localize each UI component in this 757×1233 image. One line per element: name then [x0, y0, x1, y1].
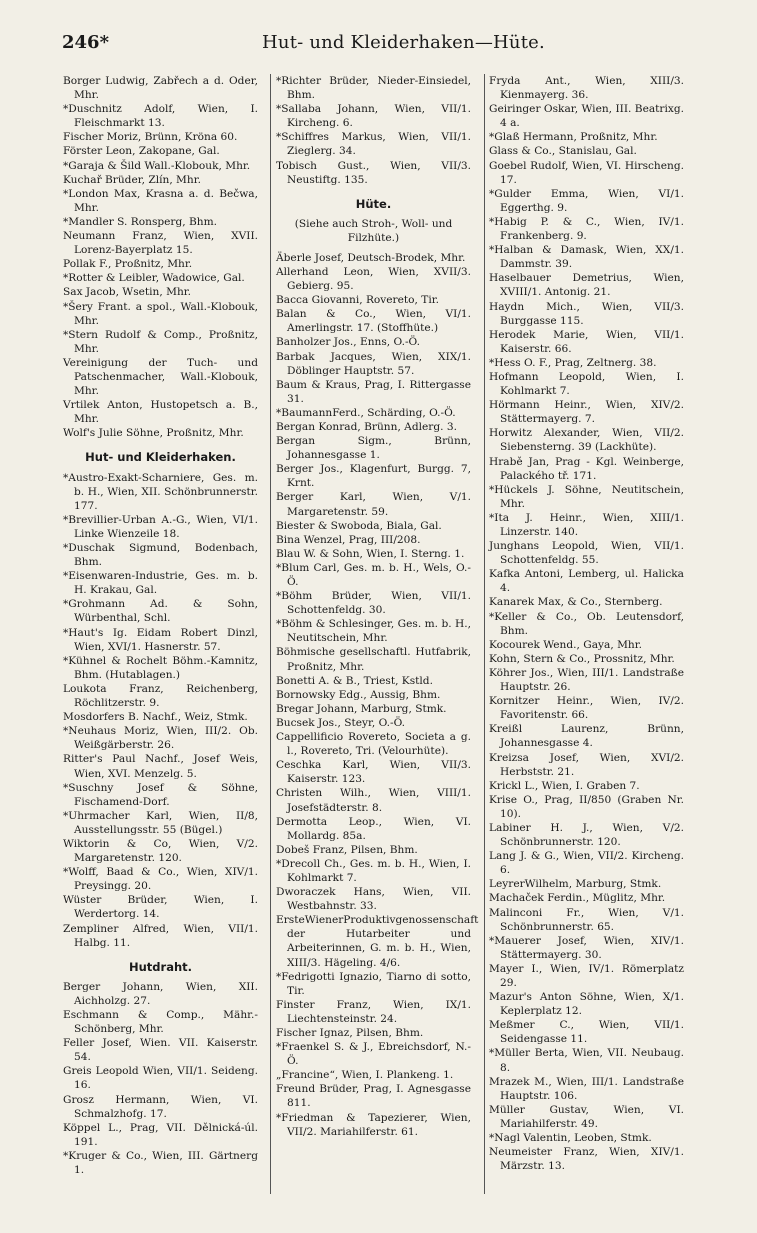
directory-entry: Fischer Moriz, Brünn, Kröna 60.: [63, 131, 238, 144]
directory-entry: *Drecoll Ch., Ges. m. b. H., Wien, I. Kohlmarkt 7.: [276, 857, 471, 884]
directory-entry: *Haut's Ig. Eidam Robert Dinzl, Wien, XVI/1. Hasnerstr. 57.: [63, 626, 258, 653]
directory-entry: Glass & Co., Stanislau, Gal.: [489, 145, 637, 158]
directory-entry: *Fraenkel S. & J., Ebreichsdorf, N.-Ö.: [276, 1041, 471, 1068]
directory-entry: *Stern Rudolf & Comp., Proßnitz, Mhr.: [63, 328, 258, 355]
directory-entry: Horwitz Alexander, Wien, VII/2. Siebensterng. 39 (Lackhüte).: [489, 427, 684, 454]
directory-entry: *Mauerer Josef, Wien, XIV/1. Stättermayerg. 30.: [489, 934, 684, 961]
directory-entry: Greis Leopold Wien, VII/1. Seideng. 16.: [63, 1065, 258, 1092]
page-title: Hut- und Kleiderhaken—Hüte.: [262, 32, 545, 53]
directory-entry: *Neuhaus Moriz, Wien, III/2. Ob. Weißgärberstr. 26.: [63, 725, 258, 752]
column-divider: [484, 74, 485, 1194]
directory-entry: *Brevillier-Urban A.-G., Wien, VI/1. Linke Wienzeile 18.: [63, 513, 258, 540]
directory-entry: *Garaja & Šild Wall.-Klobouk, Mhr.: [63, 159, 251, 172]
directory-entry: Goebel Rudolf, Wien, VI. Hirscheng. 17.: [489, 159, 684, 186]
directory-entry: Berger Johann, Wien, XII. Aichholzg. 27.: [63, 980, 258, 1007]
directory-entry: Allerhand Leon, Wien, XVII/3. Gebierg. 95.: [276, 265, 471, 293]
directory-entry: Hörmann Heinr., Wien, XIV/2. Stättermayerg. 7.: [489, 399, 684, 426]
directory-entry: *Šery Frant. a spol., Wall.-Klobouk, Mhr.: [63, 300, 258, 327]
directory-entry: Böhmische gesellschaftl. Hutfabrik, Proßnitz, Mhr.: [276, 646, 471, 673]
directory-entry: Neumann Franz, Wien, XVII. Lorenz-Bayerplatz 15.: [63, 230, 258, 257]
directory-entry: *Austro-Exakt-Scharniere, Ges. m. b. H., Wien, XII. Schönbrunnerstr. 177.: [63, 471, 258, 512]
directory-entry: Pollak F., Proßnitz, Mhr.: [63, 258, 193, 271]
directory-entry: Labiner H. J., Wien, V/2. Schönbrunnerstr. 120.: [489, 821, 684, 849]
directory-entry: Neumeister Franz, Wien, XIV/1. Märzstr. 13.: [489, 1146, 684, 1173]
directory-entry: Wiktorin & Co, Wien, V/2. Margaretenstr. 120.: [63, 837, 258, 865]
directory-entry: Bacca Giovanni, Rovereto, Tir.: [276, 294, 439, 307]
directory-entry: Kornitzer Heinr., Wien, IV/2. Favoritenstr. 66.: [489, 695, 684, 722]
directory-entry: Kreißl Laurenz, Brünn, Johannesgasse 4.: [489, 723, 684, 750]
directory-entry: Machaček Ferdin., Müglitz, Mhr.: [489, 892, 666, 905]
directory-entry: Bonetti A. & B., Triest, Kstld.: [276, 674, 433, 687]
directory-entry: Wolf's Julie Söhne, Proßnitz, Mhr.: [63, 427, 244, 440]
directory-entry: Feller Josef, Wien. VII. Kaiserstr. 54.: [63, 1037, 258, 1064]
directory-entry: Barbak Jacques, Wien, XIX/1. Döblinger Hauptstr. 57.: [276, 350, 471, 377]
directory-entry: Tobisch Gust., Wien, VII/3. Neustiftg. 135.: [276, 159, 471, 186]
directory-entry: *Ita J. Heinr., Wien, XIII/1. Linzerstr. 140.: [489, 511, 684, 538]
directory-entry: Finster Franz, Wien, IX/1. Liechtensteinstr. 24.: [276, 998, 471, 1025]
page-header: [62, 22, 695, 62]
directory-entry: *London Max, Krasna a. d. Bečwa, Mhr.: [63, 187, 258, 214]
directory-entry: Baum & Kraus, Prag, I. Rittergasse 31.: [276, 378, 471, 405]
directory-entry: Kreizsa Josef, Wien, XVI/2. Herbststr. 21.: [489, 751, 684, 778]
directory-entry: *Hess O. F., Prag, Zeltnerg. 38.: [489, 356, 657, 369]
directory-entry: *Blum Carl, Ges. m. b. H., Wels, O.-Ö.: [276, 561, 471, 588]
directory-entry: Krise O., Prag, II/850 (Graben Nr. 10).: [489, 793, 684, 820]
directory-entry: Mrazek M., Wien, III/1. Landstraße Hauptstr. 106.: [489, 1075, 684, 1102]
directory-entry: *Sallaba Johann, Wien, VII/1. Kircheng. 6.: [276, 103, 471, 130]
directory-entry: *Richter Brüder, Nieder-Einsiedel, Bhm.: [276, 75, 471, 102]
directory-entry: Dobeš Franz, Pilsen, Bhm.: [276, 843, 418, 856]
directory-entry: Borger Ludwig, Zabřech a d. Oder, Mhr.: [63, 75, 258, 102]
directory-entry: Sax Jacob, Wsetin, Mhr.: [63, 286, 192, 299]
section-note: (Siehe auch Stroh-, Woll- und Filzhüte.): [294, 217, 453, 244]
directory-entry: *Grohmann Ad. & Sohn, Würbenthal, Schl.: [63, 598, 258, 625]
directory-entry: Kafka Antoni, Lemberg, ul. Halicka 4.: [489, 568, 684, 595]
directory-entry: Bergan Konrad, Brünn, Adlerg. 3.: [276, 420, 457, 433]
directory-entry: *Gulder Emma, Wien, VI/1. Eggerthg. 9.: [489, 187, 684, 214]
directory-entry: Bergan Sigm., Brünn, Johannesgasse 1.: [276, 435, 471, 462]
directory-entry: Förster Leon, Zakopane, Gal.: [63, 145, 220, 158]
directory-entry: *Duschak Sigmund, Bodenbach, Bhm.: [63, 542, 258, 569]
directory-entry: Bornowsky Edg., Aussig, Bhm.: [276, 688, 441, 701]
directory-entry: *Fedrigotti Ignazio, Tiarno di sotto, Tir.: [276, 970, 471, 997]
directory-entry: Fryda Ant., Wien, XIII/3. Kienmayerg. 36.: [489, 75, 684, 102]
directory-entry: Bina Wenzel, Prag, III/208.: [276, 533, 421, 546]
directory-entry: *Friedman & Tapezierer, Wien, VII/2. Mariahilferstr. 61.: [276, 1111, 471, 1138]
directory-entry: Vrtilek Anton, Hustopetsch a. B., Mhr.: [63, 399, 258, 426]
directory-entry: *Kruger & Co., Wien, III. Gärtnerg 1.: [63, 1149, 258, 1177]
directory-entry: Äberle Josef, Deutsch-Brodek, Mhr.: [276, 251, 466, 264]
directory-entry: *Schiffres Markus, Wien, VII/1. Zieglerg. 34.: [276, 131, 471, 158]
directory-entry: *Müller Berta, Wien, VII. Neubaug. 8.: [489, 1047, 684, 1074]
directory-entry: *Duschnitz Adolf, Wien, I. Fleischmarkt 13.: [63, 103, 258, 130]
directory-entry: Geiringer Oskar, Wien, III. Beatrixg. 4 a.: [489, 103, 684, 130]
directory-entry: Freund Brüder, Prag, I. Agnesgasse 811.: [276, 1083, 471, 1110]
page-number: 246*: [62, 32, 109, 53]
directory-entry: Malinconi Fr., Wien, V/1. Schönbrunnerstr. 65.: [489, 906, 684, 933]
directory-entry: Biester & Swoboda, Biala, Gal.: [276, 519, 442, 532]
directory-entry: Christen Wilh., Wien, VIII/1. Josefstädterstr. 8.: [276, 787, 471, 814]
directory-entry: Banholzer Jos., Enns, O.-Ö.: [276, 336, 420, 349]
directory-entry: Haselbauer Demetrius, Wien, XVIII/1. Antonig. 21.: [489, 272, 684, 299]
directory-entry: Krickl L., Wien, I. Graben 7.: [489, 779, 640, 792]
directory-entry: Lang J. & G., Wien, VII/2. Kircheng. 6.: [489, 850, 684, 877]
directory-entry: Balan & Co., Wien, VI/1. Amerlingstr. 17. (Stoffhüte.): [276, 308, 471, 335]
directory-entry: Müller Gustav, Wien, VI. Mariahilferstr. 49.: [489, 1103, 684, 1130]
directory-entry: Herodek Marie, Wien, VII/1. Kaiserstr. 66.: [489, 328, 684, 355]
directory-entry: Mosdorfers B. Nachf., Weiz, Stmk.: [63, 711, 248, 724]
directory-entry: *Rotter & Leibler, Wadowice, Gal.: [63, 272, 245, 285]
directory-entry: Berger Karl, Wien, V/1. Margaretenstr. 59.: [276, 491, 471, 518]
directory-entry: *Wolff, Baad & Co., Wien, XIV/1. Preysingg. 20.: [63, 866, 258, 893]
column-2: [276, 74, 479, 1139]
column-1: [63, 74, 258, 1177]
section-heading: Hutdraht.: [128, 959, 193, 974]
directory-entry: Loukota Franz, Reichenberg, Röchlitzerstr. 9.: [63, 682, 258, 710]
directory-entry: Kocourek Wend., Gaya, Mhr.: [489, 638, 643, 651]
directory-entry: Blau W. & Sohn, Wien, I. Sterng. 1.: [276, 547, 465, 560]
directory-entry: Ritter's Paul Nachf., Josef Weis, Wien, XVI. Menzelg. 5.: [63, 753, 258, 780]
directory-entry: *Habig P. & C., Wien, IV/1. Frankenberg. 9.: [489, 215, 684, 243]
directory-entry: *Böhm & Schlesinger, Ges. m. b. H., Neutitschein, Mhr.: [276, 618, 471, 645]
directory-entry: Dworaczek Hans, Wien, VII. Westbahnstr. 33.: [276, 886, 471, 913]
directory-entry: Cappellificio Rovereto, Societa a g. l., Rovereto, Tri. (Velourhüte).: [276, 731, 471, 758]
directory-entry: Eschmann & Comp., Mähr.-Schönberg, Mhr.: [63, 1009, 258, 1036]
directory-entry: Bucsek Jos., Steyr, O.-Ö.: [276, 716, 406, 729]
directory-entry: Dermotta Leop., Wien, VI. Mollardg. 85a.: [276, 815, 471, 842]
directory-entry: *Mandler S. Ronsperg, Bhm.: [63, 215, 218, 228]
directory-entry: Köhrer Jos., Wien, III/1. Landstraße Hauptstr. 26.: [489, 666, 684, 694]
directory-entry: *Keller & Co., Ob. Leutensdorf, Bhm.: [489, 610, 684, 637]
directory-entry: *Halban & Damask, Wien, XX/1. Dammstr. 39.: [489, 244, 684, 271]
column-divider: [270, 74, 271, 1194]
directory-entry: *Suschny Josef & Söhne, Fischamend-Dorf.: [63, 781, 258, 808]
directory-entry: *Nagl Valentin, Leoben, Stmk.: [489, 1132, 652, 1145]
section-heading: Hüte.: [355, 196, 392, 211]
directory-entry: Meßmer C., Wien, VII/1. Seidengasse 11.: [489, 1019, 684, 1046]
column-3: [489, 74, 684, 1173]
directory-entry: Hofmann Leopold, Wien, I. Kohlmarkt 7.: [489, 370, 684, 398]
directory-entry: Köppel L., Prag, VII. Dělnická-úl. 191.: [63, 1121, 258, 1148]
directory-entry: Kohn, Stern & Co., Prossnitz, Mhr.: [489, 652, 675, 665]
directory-entry: *Glaß Hermann, Proßnitz, Mhr.: [489, 131, 658, 144]
directory-entry: Hrabě Jan, Prag - Kgl. Weinberge, Palackého tř. 171.: [489, 455, 684, 482]
directory-entry: LeyrerWilhelm, Marburg, Stmk.: [489, 878, 662, 891]
section-heading: Hut- und Kleiderhaken.: [85, 450, 236, 465]
directory-entry: *Hückels J. Söhne, Neutitschein, Mhr.: [489, 483, 684, 510]
directory-entry: Mayer I., Wien, IV/1. Römerplatz 29.: [489, 962, 684, 989]
directory-entry: Haydn Mich., Wien, VII/3. Burggasse 115.: [489, 300, 684, 327]
directory-entry: *Kühnel & Rochelt Böhm.-Kamnitz, Bhm. (Hutablagen.): [63, 654, 258, 681]
directory-entry: „Francine“, Wien, I. Plankeng. 1.: [276, 1069, 454, 1082]
directory-entry: Kanarek Max, & Co., Sternberg.: [489, 596, 663, 609]
directory-entry: ErsteWienerProduktivgenossenschaft der Hutarbeiter und Arbeiterinnen, G. m. b. H., Wien, XIII/3. Hägeling. 4/6.: [276, 914, 479, 969]
directory-entry: Fischer Ignaz, Pilsen, Bhm.: [276, 1027, 424, 1039]
directory-entry: Berger Jos., Klagenfurt, Burgg. 7, Krnt.: [276, 463, 471, 490]
directory-entry: Mazur's Anton Söhne, Wien, X/1. Keplerplatz 12.: [489, 991, 684, 1018]
directory-entry: Grosz Hermann, Wien, VI. Schmalzhofg. 17.: [63, 1093, 258, 1120]
directory-entry: Junghans Leopold, Wien, VII/1. Schottenfeldg. 55.: [489, 540, 684, 567]
directory-entry: *BaumannFerd., Schärding, O.-Ö.: [276, 406, 456, 419]
directory-entry: Bregar Johann, Marburg, Stmk.: [276, 702, 447, 715]
directory-entry: Ceschka Karl, Wien, VII/3. Kaiserstr. 123.: [276, 759, 471, 786]
directory-entry: Kuchař Brüder, Zlín, Mhr.: [63, 173, 201, 186]
directory-entry: *Böhm Brüder, Wien, VII/1. Schottenfeldg. 30.: [276, 590, 471, 617]
directory-entry: Vereinigung der Tuch- und Patschenmacher, Wall.-Klobouk, Mhr.: [63, 356, 258, 398]
directory-entry: *Eisenwaren-Industrie, Ges. m. b. H. Krakau, Gal.: [63, 570, 258, 597]
directory-entry: *Uhrmacher Karl, Wien, II/8, Ausstellungsstr. 55 (Bügel.): [63, 809, 258, 836]
directory-entry: Wüster Brüder, Wien, I. Werdertorg. 14.: [63, 894, 258, 921]
directory-entry: Zempliner Alfred, Wien, VII/1. Halbg. 11.: [63, 922, 258, 949]
